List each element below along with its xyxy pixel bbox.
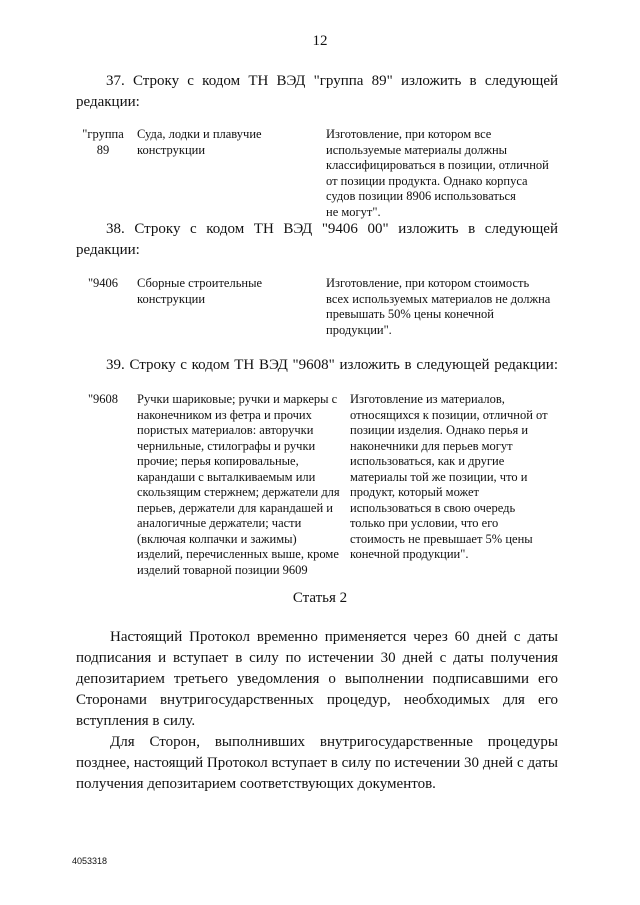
- amendment-38-description: Сборные строительные конструкции: [137, 276, 263, 306]
- amendment-39-line-1: 39. Строку с кодом ТН ВЭД "9608" изложить в следующей редакции:: [106, 357, 558, 373]
- footer-document-code: 4053318: [72, 856, 108, 866]
- amendment-37-code: "группа 89: [82, 127, 124, 157]
- amendment-37-text: [76, 71, 558, 113]
- amendment-39-code: "9608: [87, 392, 119, 406]
- amendment-39-description: Ручки шариковые; ручки и маркеры с наконечником из фетра и прочих пористых материалов: авторучки чернильные, стилографы и ручки прочие; перья копировальные, карандаши с выталкиваемым или скользящим стержнем; держатели для перьев, держатели для карандашей и аналогичные держатели; части (включая колпачки и зажимы) изделий, перечисленных выше, кроме изделий товарной позиции 9609: [137, 392, 340, 577]
- paragraph-2: Для Сторон, выполнивших внутригосударственные процедуры позднее, настоящий Протокол вступает в силу по истечении 30 дней с даты получения депозитарием соответствующих документов.: [76, 734, 558, 792]
- amendment-38-line-1: 38. Строку с кодом ТН ВЭД "9406 00" изложить в следующей: [106, 221, 558, 237]
- page-number: 12: [312, 33, 328, 49]
- amendment-37-line-2: редакции:: [76, 94, 140, 110]
- article-heading: Статья 2: [292, 590, 348, 606]
- amendment-37-description: Суда, лодки и плавучие конструкции: [137, 127, 262, 157]
- amendment-38-text: [76, 219, 558, 261]
- amendment-38-condition: Изготовление, при котором стоимость всех используемых материалов не должна превышать 50% цены конечной продукции".: [326, 276, 551, 337]
- paragraph-1: Настоящий Протокол временно применяется через 60 дней с даты подписания и вступает в силу по истечении 30 дней с даты получения депозитарием третьего уведомления о выполнении подписавшими его Сторонами внутригосударственных процедур, необходимых для его вступления в силу.: [76, 629, 558, 729]
- amendment-39-condition: Изготовление из материалов, относящихся к позиции, отличной от позиции изделия. Однако перья и наконечники для перьев могут использоваться, как и другие материалы той же позиции, что и продукт, который может использоваться в свою очередь только при условии, что его стоимость не превышает 5% цены конечной продукции".: [350, 392, 548, 561]
- amendment-37-condition: Изготовление, при котором все используемые материалы должны классифицироваться в позиции, отличной от позиции продукта. Однако корпуса судов позиции 8906 использоваться не могут".: [326, 127, 549, 219]
- amendment-39-text: [76, 355, 558, 376]
- amendment-37-line-1: 37. Строку с кодом ТН ВЭД "группа 89" изложить в следующей: [106, 73, 558, 89]
- amendment-38-code: "9406: [87, 276, 119, 290]
- amendment-38-line-2: редакции:: [76, 242, 140, 258]
